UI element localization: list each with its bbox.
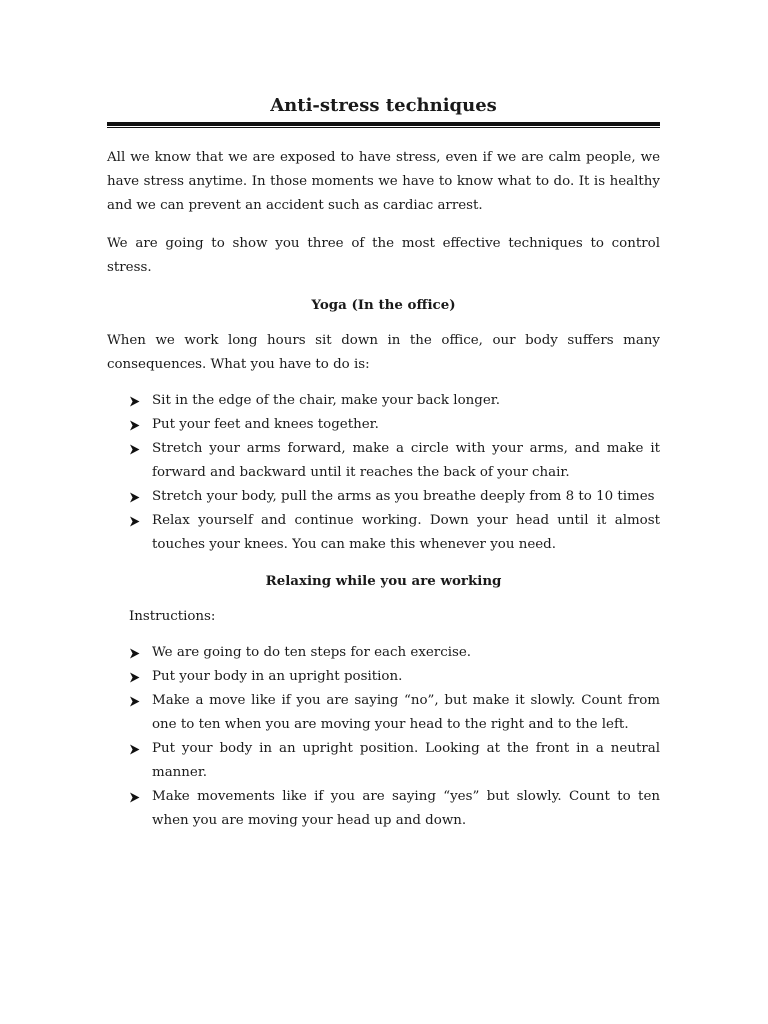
arrowhead-bullet-icon — [129, 641, 143, 665]
arrowhead-bullet-icon — [129, 737, 143, 761]
intro-paragraph: All we know that we are exposed to have stress, even if we are calm people, we have stress anytime. In those moments we have to know what to do. It is healthy and we can prevent an accident such as cardiac arrest. — [107, 150, 660, 213]
arrowhead-bullet-icon — [129, 389, 143, 413]
list-item — [107, 389, 660, 413]
list-item-text: We are going to do ten steps for each exercise. — [152, 645, 472, 660]
list-item — [107, 737, 660, 785]
arrowhead-bullet-icon — [129, 413, 143, 437]
instructions-label: Instructions: — [129, 609, 216, 624]
arrowhead-bullet-icon — [129, 437, 143, 461]
list-item-text: Put your feet and knees together. — [152, 417, 379, 432]
arrowhead-bullet-icon — [129, 689, 143, 713]
list-item-text: Make a move like if you are saying “no”, but make it slowly. Count from one to ten when you are moving your head to the right and to the left. — [152, 693, 660, 732]
section-paragraph: When we work long hours sit down in the office, our body suffers many consequences. What you have to do is: — [107, 333, 660, 372]
list-item-text: Relax yourself and continue working. Down your head until it almost touches your knees. You can make this whenever you need. — [152, 513, 660, 552]
section-heading-relaxing: Relaxing while you are working — [265, 573, 502, 589]
list-item-text: Stretch your arms forward, make a circle with your arms, and make it forward and backward until it reaches the back of your chair. — [152, 441, 660, 480]
list-item — [107, 689, 660, 737]
list-item-text: Sit in the edge of the chair, make your back longer. — [152, 393, 500, 408]
list-item-text: Stretch your body, pull the arms as you breathe deeply from 8 to 10 times — [152, 489, 655, 504]
list-item — [107, 509, 660, 557]
list-item-text: Make movements like if you are saying “yes” but slowly. Count to ten when you are moving your head up and down. — [152, 789, 660, 828]
list-item — [107, 665, 660, 689]
list-item — [107, 437, 660, 485]
document-page — [107, 92, 660, 833]
list-item — [107, 413, 660, 437]
arrowhead-bullet-icon — [129, 785, 143, 809]
section-heading-yoga: Yoga (In the office) — [311, 297, 456, 313]
relaxing-bullet-list — [107, 641, 660, 833]
arrowhead-bullet-icon — [129, 509, 143, 533]
list-item — [107, 641, 660, 665]
arrowhead-bullet-icon — [129, 485, 143, 509]
document-title: Anti-stress techniques — [270, 95, 497, 116]
list-item-text: Put your body in an upright position. — [152, 669, 403, 684]
list-item-text: Put your body in an upright position. Looking at the front in a neutral manner. — [152, 741, 660, 780]
title-divider — [107, 122, 660, 128]
list-item — [107, 485, 660, 509]
intro-paragraph: We are going to show you three of the most effective techniques to control stress. — [107, 236, 660, 275]
arrowhead-bullet-icon — [129, 665, 143, 689]
list-item — [107, 785, 660, 833]
yoga-bullet-list — [107, 389, 660, 557]
